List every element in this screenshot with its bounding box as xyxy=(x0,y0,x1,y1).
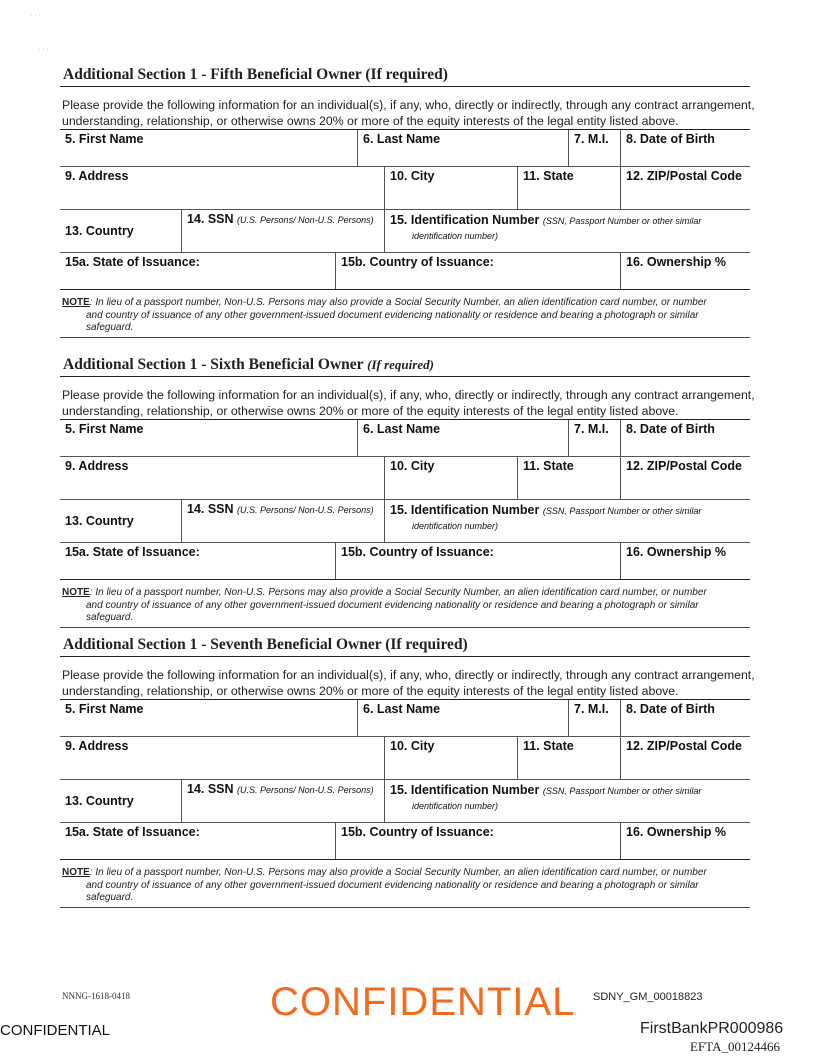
state-of-issuance-field[interactable]: 15a. State of Issuance: xyxy=(60,543,336,579)
section-title: Additional Section 1 - Sixth Beneficial Owner (If required) xyxy=(60,356,750,377)
state-of-issuance-field[interactable]: 15a. State of Issuance: xyxy=(60,253,336,289)
address-field[interactable]: 9. Address xyxy=(60,457,385,499)
zip-field[interactable]: 12. ZIP/Postal Code xyxy=(626,169,743,183)
state-of-issuance-field[interactable]: 15a. State of Issuance: xyxy=(60,823,336,859)
country-of-issuance-field[interactable]: 15b. Country of Issuance: xyxy=(336,823,621,859)
fifth-owner-section xyxy=(60,66,755,338)
country-field[interactable]: 13. Country xyxy=(60,210,182,252)
confidential-label: CONFIDENTIAL xyxy=(0,1022,111,1039)
last-name-field[interactable]: 6. Last Name xyxy=(358,700,569,736)
country-of-issuance-field[interactable]: 15b. Country of Issuance: xyxy=(336,543,621,579)
country-field[interactable]: 13. Country xyxy=(60,780,182,822)
section-intro: Please provide the following information for an individual(s), if any, who, directly or indirectly, through any contract arrangement, understanding, relationship, or otherwise owns 20% or more of the equity interests of the legal entity listed above. xyxy=(62,388,755,418)
passport-note: NOTE: In lieu of a passport number, Non-U.S. Persons may also provide a Social Security Number, an alien identification card number, or number and country of issuance of any other government-issued document evidencing nationality or residence and bearing a photograph or similar safeguard. xyxy=(60,587,750,628)
city-field[interactable]: 10. City xyxy=(385,167,518,209)
zip-field[interactable]: 12. ZIP/Postal Code xyxy=(626,459,743,473)
sdny-bates-number: SDNY_GM_00018823 xyxy=(593,991,703,1003)
first-name-field[interactable]: 5. First Name xyxy=(60,420,358,456)
ownership-field[interactable]: 16. Ownership % xyxy=(626,255,727,269)
efta-id: EFTA_00124466 xyxy=(690,1039,780,1054)
scan-speck: · · · xyxy=(38,46,49,53)
ssn-field[interactable]: 14. SSN (U.S. Persons/ Non-U.S. Persons) xyxy=(182,780,385,822)
dob-field[interactable]: 8. Date of Birth xyxy=(626,132,715,146)
dob-field[interactable]: 8. Date of Birth xyxy=(626,422,715,436)
owner-fields-grid xyxy=(60,129,750,290)
ownership-field[interactable]: 16. Ownership % xyxy=(626,825,727,839)
mi-field[interactable]: 7. M.I. xyxy=(569,700,621,736)
address-field[interactable]: 9. Address xyxy=(60,737,385,779)
section-title: Additional Section 1 - Seventh Beneficial Owner (If required) xyxy=(60,636,750,657)
id-number-field[interactable]: 15. Identification Number (SSN, Passport Number or other similar identification number) xyxy=(390,783,702,811)
form-number: NNNG-1618-0418 xyxy=(62,991,130,1001)
id-number-field[interactable]: 15. Identification Number (SSN, Passport Number or other similar identification number) xyxy=(390,213,702,241)
first-name-field[interactable]: 5. First Name xyxy=(60,700,358,736)
seventh-owner-section xyxy=(60,636,755,908)
city-field[interactable]: 10. City xyxy=(385,457,518,499)
ssn-field[interactable]: 14. SSN (U.S. Persons/ Non-U.S. Persons) xyxy=(182,500,385,542)
passport-note: NOTE: In lieu of a passport number, Non-U.S. Persons may also provide a Social Security Number, an alien identification card number, or number and country of issuance of any other government-issued document evidencing nationality or residence and bearing a photograph or similar safeguard. xyxy=(60,297,750,338)
scan-speck: · · · xyxy=(30,12,41,19)
country-of-issuance-field[interactable]: 15b. Country of Issuance: xyxy=(336,253,621,289)
last-name-field[interactable]: 6. Last Name xyxy=(358,420,569,456)
dob-field[interactable]: 8. Date of Birth xyxy=(626,702,715,716)
mi-field[interactable]: 7. M.I. xyxy=(569,420,621,456)
address-field[interactable]: 9. Address xyxy=(60,167,385,209)
section-intro: Please provide the following information for an individual(s), if any, who, directly or indirectly, through any contract arrangement, understanding, relationship, or otherwise owns 20% or more of the equity interests of the legal entity listed above. xyxy=(62,668,755,698)
ssn-field[interactable]: 14. SSN (U.S. Persons/ Non-U.S. Persons) xyxy=(182,210,385,252)
country-field[interactable]: 13. Country xyxy=(60,500,182,542)
first-name-field[interactable]: 5. First Name xyxy=(60,130,358,166)
sixth-owner-section xyxy=(60,356,755,628)
state-field[interactable]: 11. State xyxy=(518,457,621,499)
section-title: Additional Section 1 - Fifth Beneficial Owner (If required) xyxy=(60,66,750,87)
city-field[interactable]: 10. City xyxy=(385,737,518,779)
mi-field[interactable]: 7. M.I. xyxy=(569,130,621,166)
id-number-field[interactable]: 15. Identification Number (SSN, Passport Number or other similar identification number) xyxy=(390,503,702,531)
section-intro: Please provide the following information for an individual(s), if any, who, directly or indirectly, through any contract arrangement, understanding, relationship, or otherwise owns 20% or more of the equity interests of the legal entity listed above. xyxy=(62,98,755,128)
passport-note: NOTE: In lieu of a passport number, Non-U.S. Persons may also provide a Social Security Number, an alien identification card number, or number and country of issuance of any other government-issued document evidencing nationality or residence and bearing a photograph or similar safeguard. xyxy=(60,867,750,908)
owner-fields-grid xyxy=(60,419,750,580)
state-field[interactable]: 11. State xyxy=(518,167,621,209)
last-name-field[interactable]: 6. Last Name xyxy=(358,130,569,166)
bank-bates-number: FirstBankPR000986 xyxy=(640,1020,784,1037)
state-field[interactable]: 11. State xyxy=(518,737,621,779)
confidential-stamp: CONFIDENTIAL xyxy=(270,980,576,1024)
zip-field[interactable]: 12. ZIP/Postal Code xyxy=(626,739,743,753)
owner-fields-grid xyxy=(60,699,750,860)
ownership-field[interactable]: 16. Ownership % xyxy=(626,545,727,559)
